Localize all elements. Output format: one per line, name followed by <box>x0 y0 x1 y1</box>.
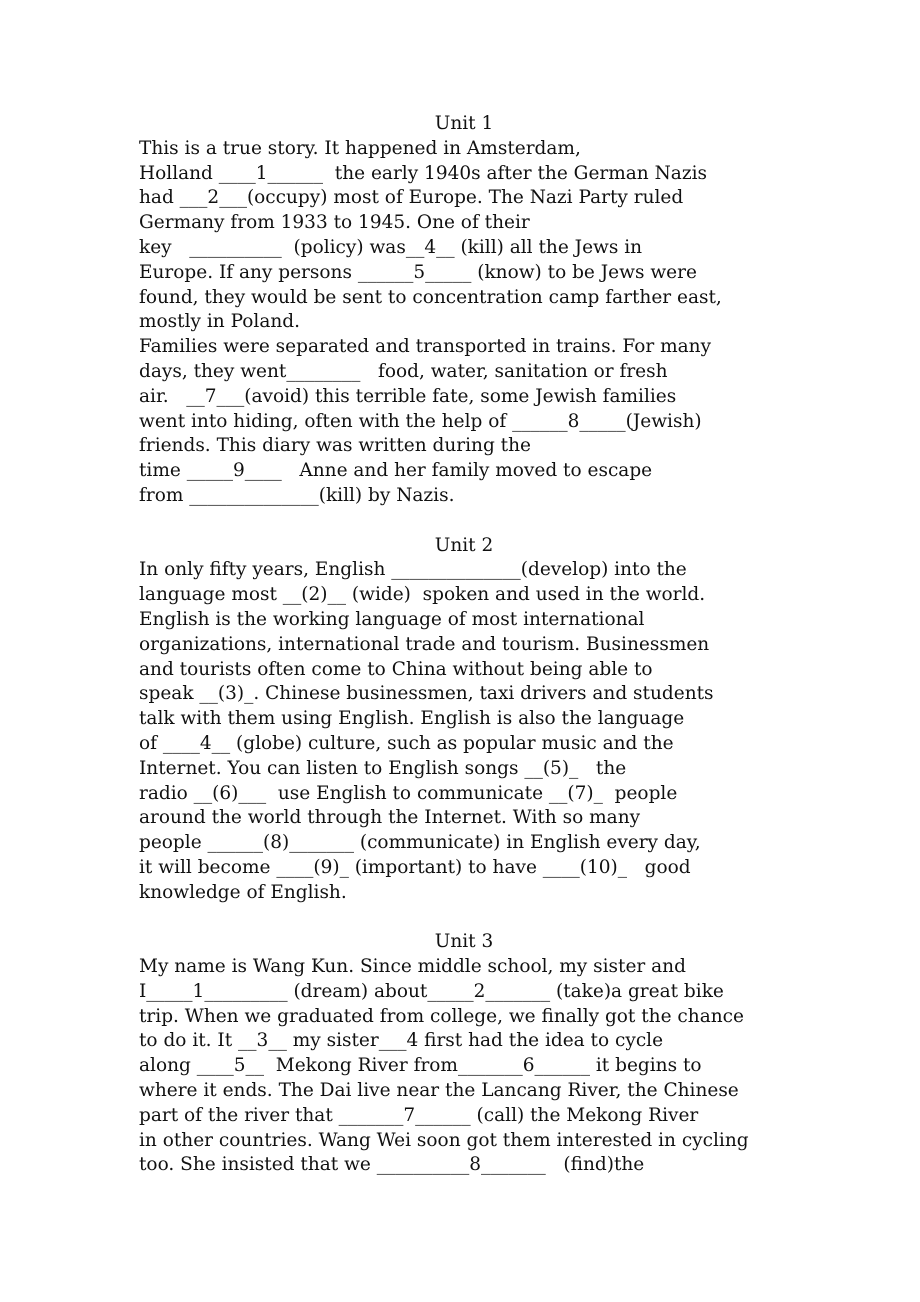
text-line: to do it. It __3__ my sister___4 first had the idea to cycle <box>139 1030 664 1052</box>
text-line: Families were separated and transported in trains. For many <box>139 336 712 358</box>
text-line: from ______________(kill) by Nazis. <box>139 484 455 506</box>
text-line: speak __(3)_. Chinese businessmen, taxi drivers and students <box>139 683 714 705</box>
text-line: talk with them using English. English is also the language <box>139 708 685 730</box>
text-line: it will become ____(9)_ (important) to have ____(10)_ good <box>139 856 691 878</box>
text-line: mostly in Poland. <box>139 311 300 333</box>
text-line: in other countries. Wang Wei soon got them interested in cycling <box>139 1129 749 1151</box>
text-line: Europe. If any persons ______5_____ (know) to be Jews were <box>139 261 697 283</box>
text-line: Holland ____1______ the early 1940s after the German Nazis <box>139 162 707 184</box>
text-line: organizations, international trade and tourism. Businessmen <box>139 633 710 655</box>
unit-title: Unit 2 <box>434 534 494 556</box>
text-line: knowledge of English. <box>139 881 347 903</box>
text-line: along ____5__ Mekong River from_______6______ it begins to <box>139 1055 702 1077</box>
text-line: too. She insisted that we __________8_______ (find)the <box>139 1154 645 1176</box>
text-line: key __________ (policy) was__4__ (kill) all the Jews in <box>139 236 643 258</box>
text-line: people ______(8)_______ (communicate) in English every day, <box>139 832 701 854</box>
text-line: radio __(6)___ use English to communicate __(7)_ people <box>139 782 678 804</box>
document-page <box>139 112 789 1178</box>
unit-2-section <box>139 534 789 906</box>
text-line: My name is Wang Kun. Since middle school, my sister and <box>139 956 686 978</box>
text-line: In only fifty years, English ______________(develop) into the <box>139 559 687 581</box>
text-line: friends. This diary was written during the <box>139 435 531 457</box>
text-line: This is a true story. It happened in Amsterdam, <box>139 137 581 159</box>
text-line: trip. When we graduated from college, we finally got the chance <box>139 1005 744 1027</box>
text-line: English is the working language of most international <box>139 608 645 630</box>
text-line: where it ends. The Dai live near the Lancang River, the Chinese <box>139 1080 739 1102</box>
text-line: language most __(2)__ (wide) spoken and used in the world. <box>139 584 706 606</box>
text-line: air. __7___(avoid) this terrible fate, some Jewish families <box>139 385 677 407</box>
text-line: part of the river that _______7______ (call) the Mekong River <box>139 1104 699 1126</box>
unit-1-section <box>139 112 789 509</box>
text-line: around the world through the Internet. With so many <box>139 807 641 829</box>
text-line: time _____9____ Anne and her family moved to escape <box>139 460 653 482</box>
text-line: went into hiding, often with the help of ______8_____(Jewish) <box>139 410 702 432</box>
text-line: had ___2___(occupy) most of Europe. The Nazi Party ruled <box>139 187 684 209</box>
text-line: I_____1_________ (dream) about_____2_______ (take)a great bike <box>139 980 724 1002</box>
text-line: Internet. You can listen to English songs __(5)_ the <box>139 757 627 779</box>
text-line: found, they would be sent to concentration camp farther east, <box>139 286 722 308</box>
unit-title: Unit 1 <box>434 113 494 134</box>
section-spacer <box>139 906 789 931</box>
unit-3-section <box>139 930 789 1178</box>
section-spacer <box>139 509 789 534</box>
unit-title: Unit 3 <box>434 931 494 953</box>
text-line: Germany from 1933 to 1945. One of their <box>139 212 530 234</box>
text-line: of ____4__ (globe) culture, such as popular music and the <box>139 732 674 754</box>
text-line: and tourists often come to China without being able to <box>139 658 653 680</box>
text-line: days, they went________ food, water, sanitation or fresh <box>139 360 668 382</box>
